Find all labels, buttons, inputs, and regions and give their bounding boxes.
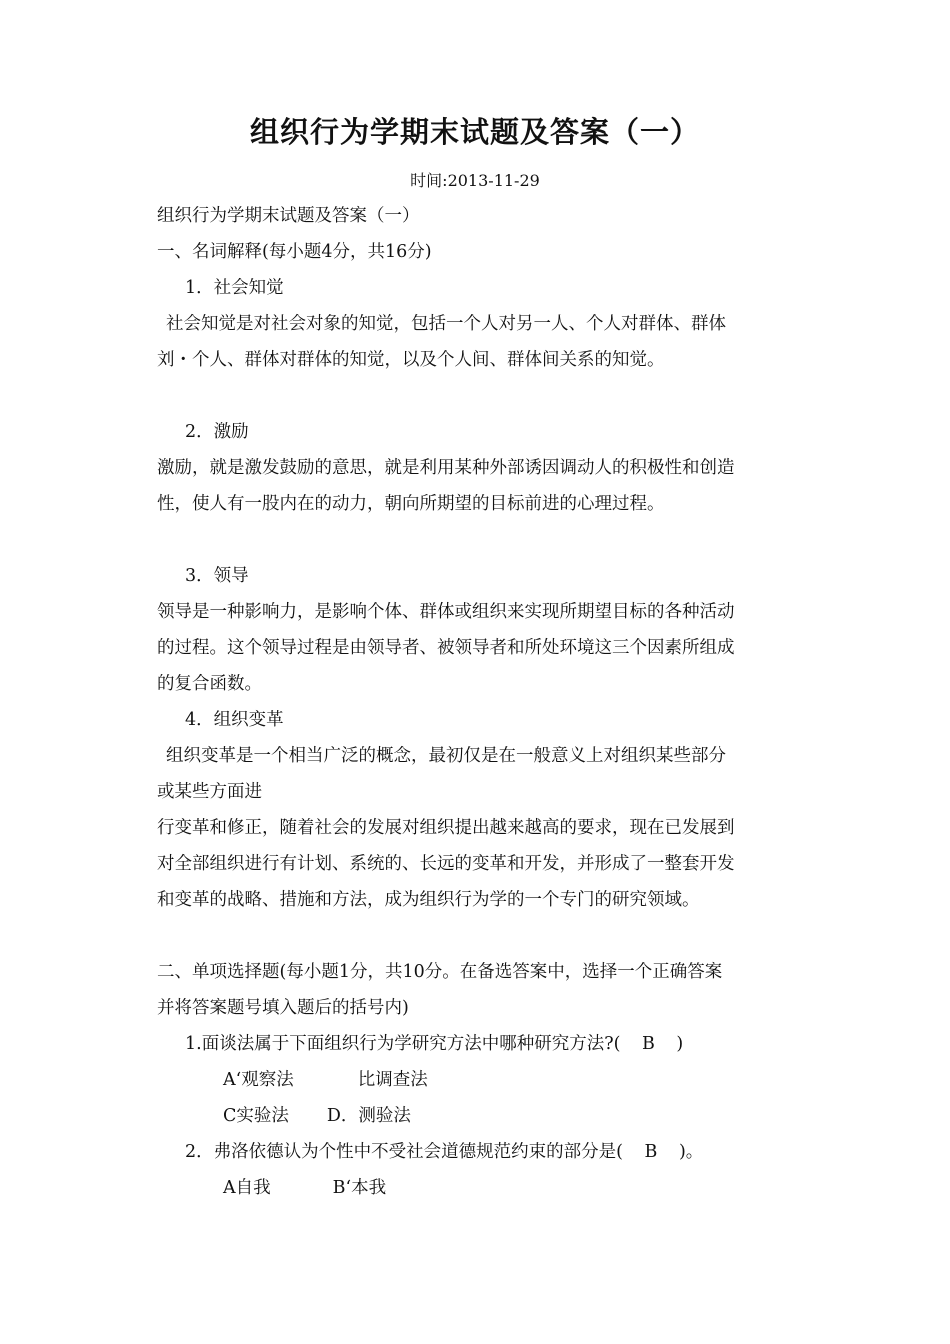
term-text-3-line3: 的复合函数。	[157, 674, 262, 694]
question-1-close: )	[676, 1034, 684, 1054]
option-d: D．测验法	[326, 1106, 411, 1126]
term-text-4-line4: 对全部组织进行有计划、系统的、长远的变革和开发，并形成了一整套开发	[157, 854, 735, 874]
section2-heading-line2: 并将答案题号填入题后的括号内)	[157, 998, 409, 1018]
document-date: 时间:2013-11-29	[410, 171, 540, 190]
term-text-4-line5: 和变革的战略、措施和方法，成为组织行为学的一个专门的研究领域。	[157, 890, 700, 910]
term-text-2-line2: 性，使人有一股内在的动力，朝向所期望的目标前进的心理过程。	[157, 494, 665, 514]
question-1-options-row2	[157, 1098, 797, 1134]
document-title: 组织行为学期末试题及答案（一）	[249, 115, 700, 149]
term-text-4-line2: 或某些方面进	[157, 782, 262, 802]
term-label-4: 4．组织变革	[185, 710, 284, 730]
option-a: A自我	[223, 1178, 271, 1198]
term-label-1: 1．社会知觉	[185, 278, 284, 298]
option-a: A‘观察法	[223, 1070, 294, 1090]
option-b: B‘本我	[332, 1178, 387, 1198]
question-2-options-row1	[157, 1170, 797, 1206]
section2-heading-line1: 二、单项选择题(每小题1分，共10分。在备选答案中，选择一个正确答案	[157, 962, 723, 982]
term-text-2-line1: 激励，就是激发鼓励的意思，就是利用某种外部诱因调动人的积极性和创造	[157, 458, 735, 478]
term-text-3-line2: 的过程。这个领导过程是由领导者、被领导者和所处环境这三个因素所组成	[157, 638, 735, 658]
option-b: 比调查法	[357, 1070, 428, 1090]
question-1	[157, 1026, 797, 1062]
term-label-3: 3．领导	[185, 566, 249, 586]
term-text-4-line1: 组织变革是一个相当广泛的概念，最初仅是在一般意义上对组织某些部分	[166, 746, 726, 766]
question-1-options-row1	[157, 1062, 797, 1098]
term-text-3-line1: 领导是一种影响力，是影响个体、群体或组织来实现所期望目标的各种活动	[157, 602, 735, 622]
question-2-answer: B	[644, 1142, 658, 1162]
term-label-2: 2．激励	[185, 422, 249, 442]
intro-line: 组织行为学期末试题及答案（一）	[157, 206, 420, 226]
option-c: C实验法	[223, 1106, 289, 1126]
question-1-answer: B	[641, 1034, 655, 1054]
section1-heading: 一、名词解释(每小题4分，共16分)	[157, 242, 432, 262]
question-1-text: 1.面谈法属于下面组织行为学研究方法中哪种研究方法?(	[185, 1034, 621, 1054]
question-2	[157, 1134, 797, 1170]
term-text-1-line2: 刘・个人、群体对群体的知觉，以及个人间、群体间关系的知觉。	[157, 350, 665, 370]
question-2-text: 2．弗洛依德认为个性中不受社会道德规范约束的部分是(	[185, 1142, 623, 1162]
term-text-4-line3: 行变革和修正，随着社会的发展对组织提出越来越高的要求，现在已发展到	[157, 818, 735, 838]
question-2-close: )。	[678, 1142, 704, 1162]
document-body	[157, 198, 797, 1206]
term-text-1-line1: 社会知觉是对社会对象的知觉，包括一个人对另一人、个人对群体、群体	[166, 314, 726, 334]
